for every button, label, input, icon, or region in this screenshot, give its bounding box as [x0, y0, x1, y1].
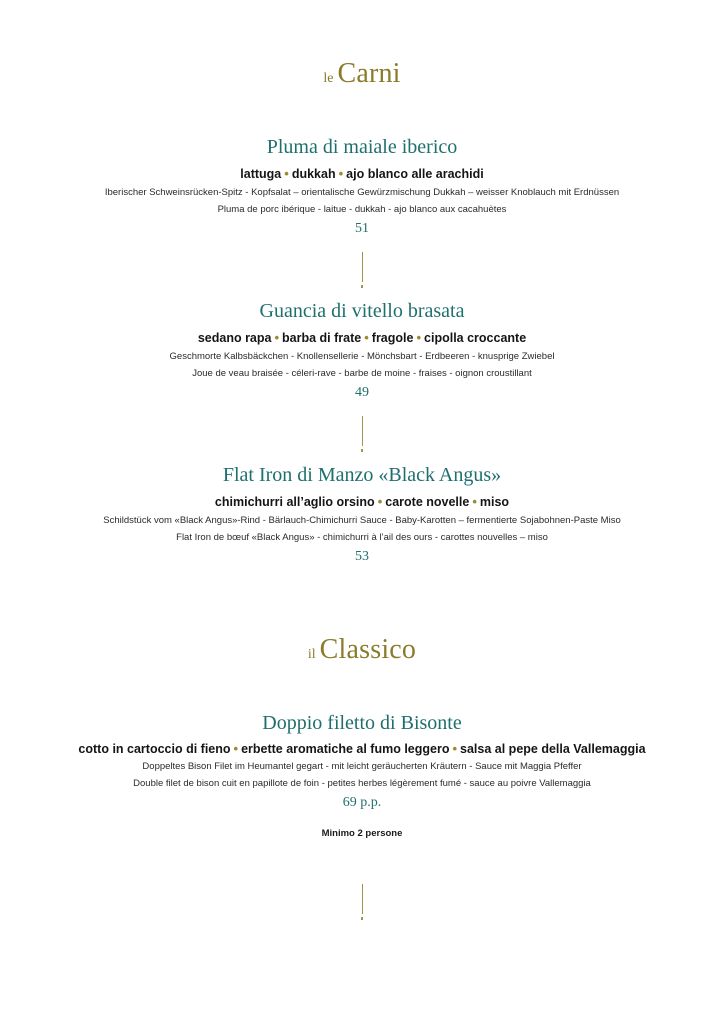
bullet-dot-icon: • — [274, 330, 280, 345]
dish-description-french: Joue de veau braisée - céleri-rave - barbe de moine - fraises - oignon croustillant — [192, 368, 532, 379]
ingredient: fragole — [371, 331, 414, 345]
dish-ingredients — [0, 741, 724, 756]
ingredient: sedano rapa — [197, 331, 272, 345]
dish-description-french: Double filet de bison cuit en papillote de foin - petites herbes légèrement fumé - sauce au poivre Vallemaggia — [133, 778, 591, 789]
dish-title: Guancia di vitello brasata — [259, 300, 465, 322]
dish-description-french: Pluma de porc ibérique - laitue - dukkah - ajo blanco aux cacahuètes — [217, 204, 507, 215]
bullet-dot-icon: • — [377, 494, 383, 509]
bullet-dot-icon: • — [233, 741, 239, 756]
ingredient: ajo blanco alle arachidi — [346, 167, 484, 181]
bullet-dot-icon: • — [452, 741, 458, 756]
dish-note: Minimo 2 persone — [321, 828, 403, 839]
dish-title: Pluma di maiale iberico — [266, 136, 458, 158]
section-article: le — [323, 71, 334, 86]
dish-ingredients — [0, 494, 724, 509]
section-article: il — [307, 647, 316, 662]
ingredient: lattuga — [240, 167, 282, 181]
dish-description-german: Doppeltes Bison Filet im Heumantel gegart - mit leicht geräucherten Kräutern - Sauce mit Maggia Pfeffer — [142, 761, 582, 772]
divider — [361, 252, 363, 288]
dish-description-french: Flat Iron de bœuf «Black Angus» - chimichurri à l’ail des ours - carottes nouvelles – miso — [176, 532, 548, 543]
ingredient: dukkah — [291, 167, 336, 181]
ingredient: salsa al pepe della Vallemaggia — [460, 742, 646, 756]
dish-price: 51 — [355, 221, 369, 236]
bullet-dot-icon: • — [284, 166, 289, 181]
dish-ingredients — [0, 166, 724, 181]
dish-description-german: Schildstück vom «Black Angus»-Rind - Bärlauch-Chimichurri Sauce - Baby-Karotten – fermentierte Sojabohnen-Paste Miso — [103, 515, 621, 526]
bullet-dot-icon: • — [364, 330, 369, 345]
ingredient: erbette aromatiche al fumo leggero — [241, 742, 450, 756]
dish-description-german: Iberischer Schweinsrücken-Spitz - Kopfsalat – orientalische Gewürzmischung Dukkah – weisser Knoblauch mit Erdnüssen — [104, 187, 620, 198]
dish-price: 53 — [355, 549, 369, 564]
section-title-carni — [0, 58, 724, 90]
dish-price: 69 p.p. — [342, 795, 382, 810]
dish-title: Doppio filetto di Bisonte — [262, 712, 462, 734]
bullet-dot-icon: • — [416, 330, 422, 345]
ingredient: carote novelle — [385, 495, 470, 509]
bullet-dot-icon: • — [338, 166, 344, 181]
dish-title: Flat Iron di Manzo «Black Angus» — [222, 464, 502, 486]
divider — [361, 884, 363, 920]
ingredient: miso — [479, 495, 510, 509]
section-name: Carni — [337, 58, 401, 89]
divider — [361, 416, 363, 452]
section-name: Classico — [319, 634, 417, 665]
bullet-dot-icon: • — [472, 494, 477, 509]
section-title-classico — [0, 634, 724, 666]
dish-ingredients — [0, 330, 724, 345]
ingredient: chimichurri all’aglio orsino — [214, 495, 375, 509]
ingredient: cipolla croccante — [424, 331, 527, 345]
dish-price: 49 — [355, 385, 369, 400]
dish-description-german: Geschmorte Kalbsbäckchen - Knollensellerie - Mönchsbart - Erdbeeren - knusprige Zwiebel — [169, 351, 555, 362]
ingredient: cotto in cartoccio di fieno — [78, 742, 231, 756]
ingredient: barba di frate — [282, 331, 362, 345]
